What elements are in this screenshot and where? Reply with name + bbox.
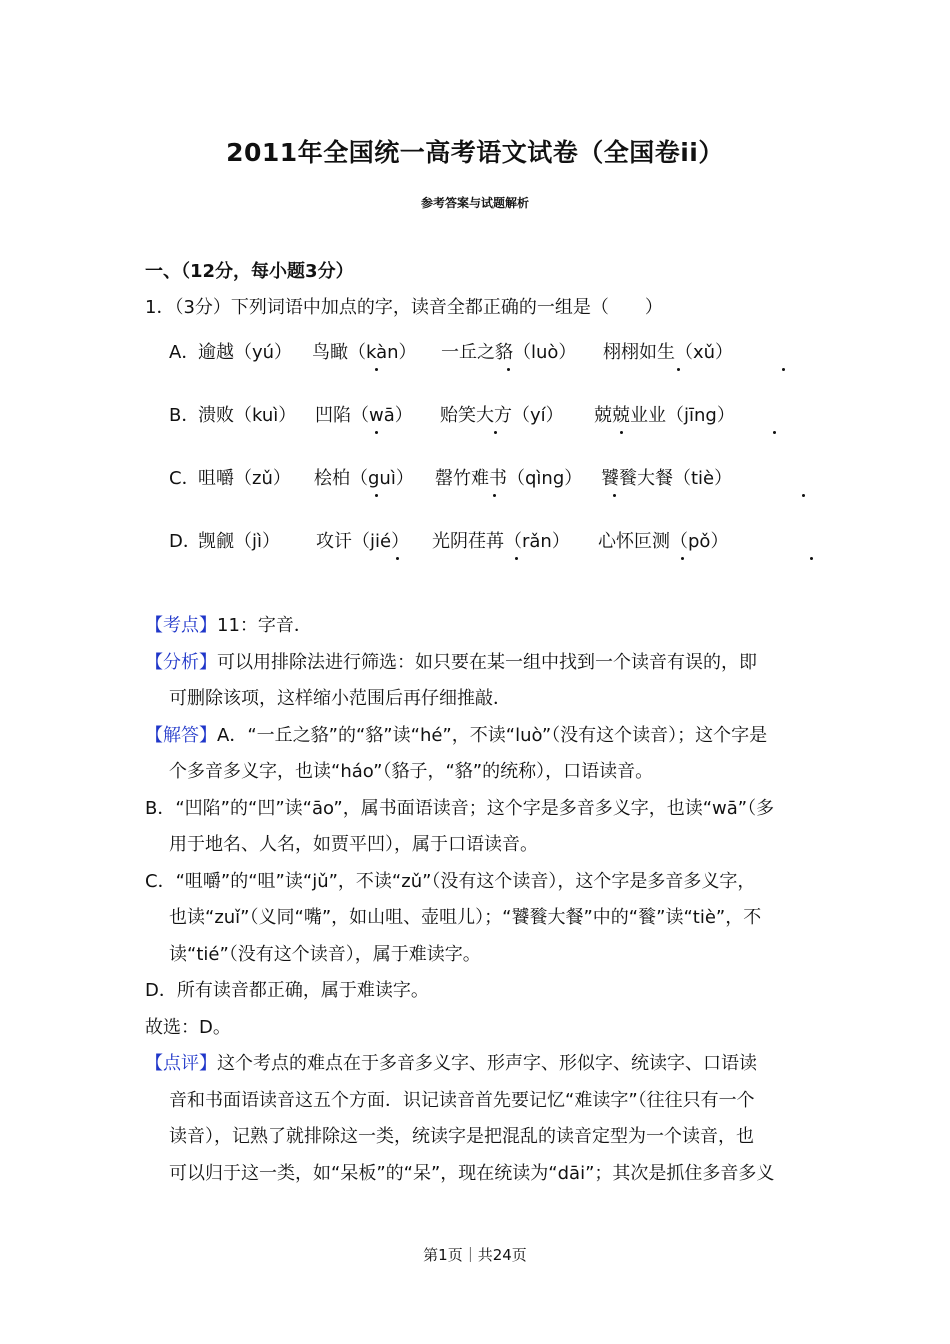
page-footer: 第1页｜共24页	[423, 1246, 527, 1264]
emphasis-dot	[773, 431, 776, 434]
emphasis-dot	[515, 557, 518, 560]
emphasis-dot	[396, 557, 399, 560]
analysis-section	[145, 608, 810, 1192]
kaodian-tag: 【考点】	[145, 615, 217, 636]
option-label: D．	[169, 531, 201, 552]
option-item: 贻笑大方（yí）	[440, 405, 564, 426]
option-label: C．	[169, 468, 200, 489]
option-item: 桧柏（guì）	[314, 468, 414, 489]
emphasis-dot	[677, 368, 680, 371]
option-label: A．	[169, 342, 200, 363]
explanation-b: B．“凹陷”的“凹”读“āo”，属书面语读音；这个字是多音多义字，也读“wā”（多	[145, 797, 775, 819]
emphasis-dot	[681, 557, 684, 560]
document-subtitle: 参考答案与试题解析	[420, 196, 529, 210]
kaodian-line	[145, 608, 810, 645]
explanation-c-cont: 也读“zuǐ”（义同“嘴”，如山咀、壶咀儿）；“饕餮大餐”中的“餮”读“tiè”，不	[169, 907, 762, 928]
emphasis-dot	[375, 368, 378, 371]
explanation-c-cont: 读“tié”（没有这个读音），属于难读字。	[169, 943, 481, 965]
option-item: 心怀叵测（pǒ）	[598, 531, 729, 552]
question-stem: 1．（3分）下列词语中加点的字，读音全都正确的一组是（ ）	[145, 297, 663, 318]
emphasis-dot	[494, 431, 497, 434]
option-item: 罄竹难书（qìng）	[435, 468, 583, 489]
emphasis-dot	[507, 368, 510, 371]
document-title: 2011年全国统一高考语文试卷（全国卷ii）	[226, 138, 724, 167]
explanation-c: C．“咀嚼”的“咀”读“jǔ”，不读“zǔ”（没有这个读音），这个字是多音多义字，	[145, 870, 756, 892]
option-item: 攻讦（jié）	[316, 531, 410, 552]
dianping-tag: 【点评】	[145, 1053, 217, 1074]
jieda-tag: 【解答】	[145, 724, 217, 746]
emphasis-dot	[493, 494, 496, 497]
dianping-text-cont: 音和书面语读音这五个方面．识记读音首先要记忆“难读字”（往往只有一个	[169, 1089, 755, 1111]
jieda-line	[145, 718, 810, 755]
option-item: 溃败（kuì）	[198, 405, 297, 426]
option-label: B．	[169, 405, 200, 426]
dianping-line	[145, 1046, 810, 1083]
option-item: 凹陷（wā）	[315, 405, 413, 426]
fenxi-tag: 【分析】	[145, 651, 217, 673]
explanation-d: D．所有读音都正确，属于难读字。	[145, 980, 429, 1001]
emphasis-dot	[810, 557, 813, 560]
option-item: 逾越（yú）	[198, 342, 293, 363]
emphasis-dot	[782, 368, 785, 371]
explanation-b-cont: 用于地名、人名，如贾平凹），属于口语读音。	[169, 834, 538, 855]
jieda-text-cont: 个多音多义字，也读“háo”（貉子，“貉”的统称），口语读音。	[169, 761, 654, 782]
emphasis-dot	[620, 431, 623, 434]
dianping-text-cont: 可以归于这一类，如“呆板”的“呆”，现在统读为“dāi”；其次是抓住多音多义	[169, 1162, 775, 1184]
kaodian-text: 11：字音．	[217, 615, 312, 636]
option-item: 咀嚼（zǔ）	[198, 468, 291, 489]
jieda-text: A．“一丘之貉”的“貉”读“hé”，不读“luò”（没有这个读音）；这个字是	[217, 724, 768, 746]
section-heading: 一、（12分，每小题3分）	[145, 261, 354, 282]
dianping-text-cont: 读音），记熟了就排除这一类，统读字是把混乱的读音定型为一个读音，也	[169, 1126, 754, 1147]
emphasis-dot	[375, 431, 378, 434]
fenxi-line	[145, 645, 810, 682]
dianping-text: 这个考点的难点在于多音多义字、形声字、形似字、统读字、口语读	[217, 1053, 757, 1074]
fenxi-text: 可以用排除法进行筛选：如只要在某一组中找到一个读音有误的，即	[217, 651, 757, 673]
emphasis-dot	[375, 494, 378, 497]
emphasis-dot	[802, 494, 805, 497]
option-item: 光阴荏苒（rǎn）	[432, 531, 570, 552]
answer-line: 故选：D。	[145, 1016, 231, 1038]
option-item: 鸟瞰（kàn）	[312, 342, 417, 363]
emphasis-dot	[613, 494, 616, 497]
option-item: 一丘之貉（luò）	[441, 342, 577, 363]
option-item: 栩栩如生（xǔ）	[603, 342, 734, 363]
option-item: 饕餮大餐（tiè）	[601, 468, 733, 489]
fenxi-text-cont: 可删除该项，这样缩小范围后再仔细推敲．	[169, 688, 511, 709]
option-item: 觊觎（jì）	[198, 531, 281, 552]
option-item: 兢兢业业（jīng）	[594, 405, 735, 426]
